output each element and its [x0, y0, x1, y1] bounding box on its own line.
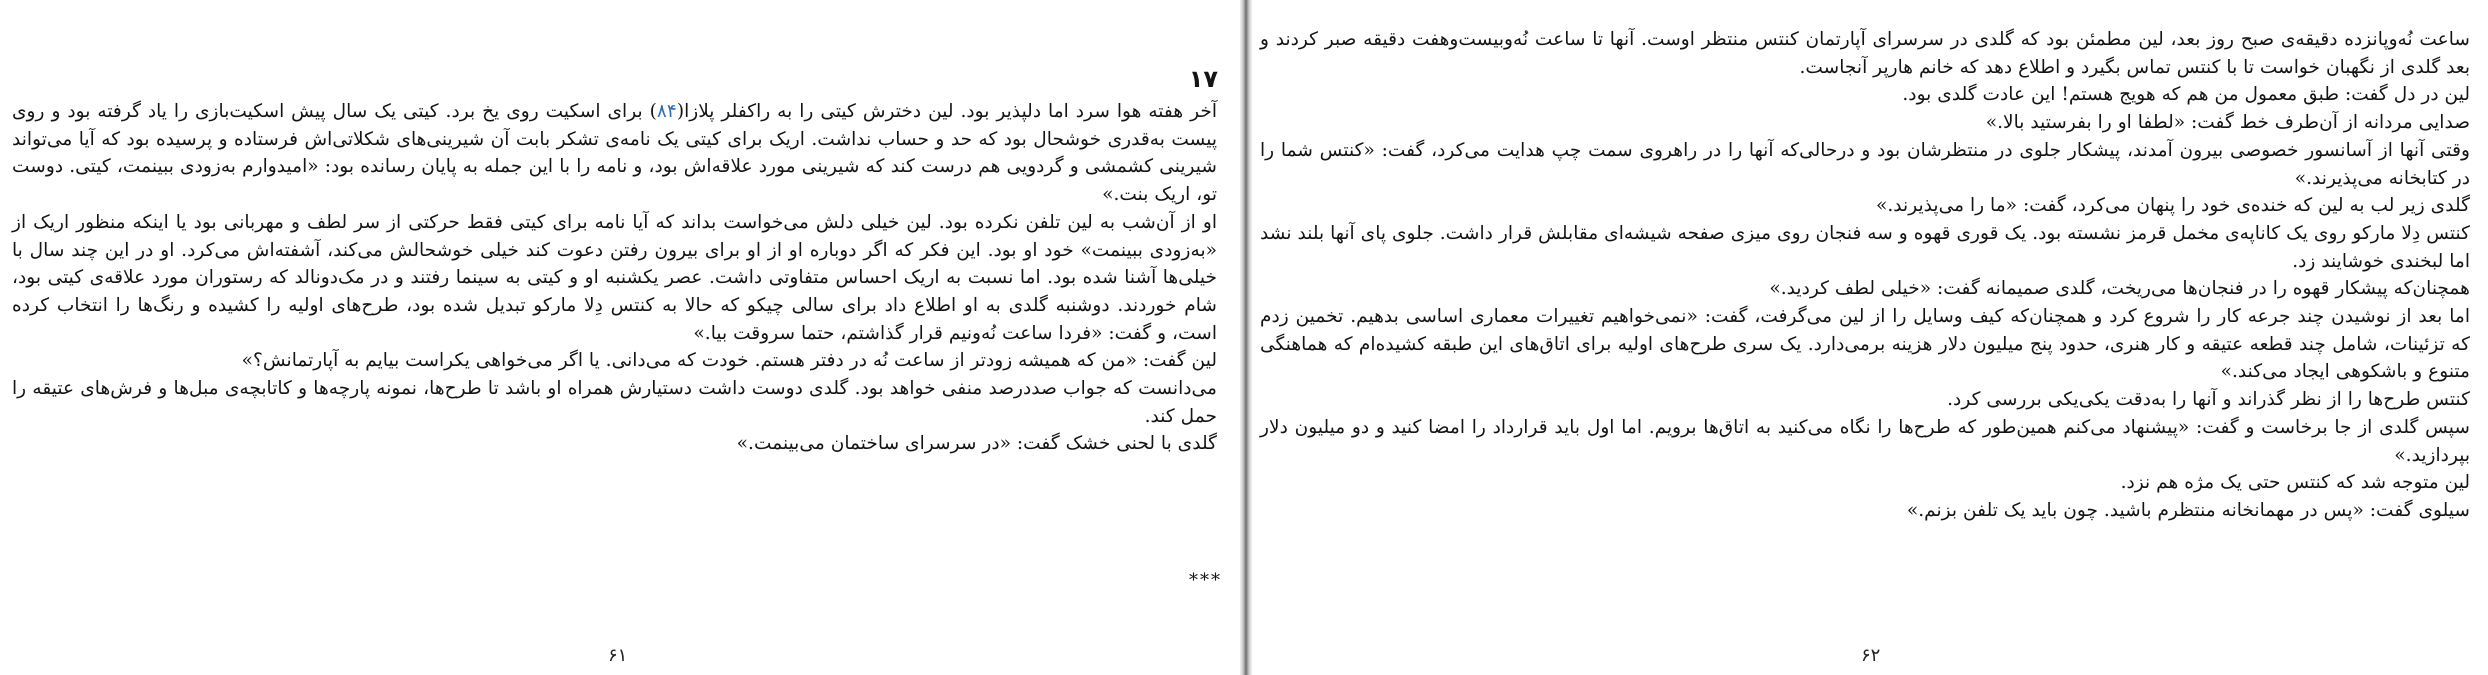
page-number: ۶۲: [1861, 645, 1881, 666]
paragraph: لین در دل گفت: طبق معمول من هم که هویج هستم! این عادت گلدی بود.: [1902, 84, 2470, 106]
left-page-body: [12, 98, 1217, 458]
footnote-reference[interactable]: ۸۴: [656, 101, 677, 122]
paragraph: لین گفت: «من که همیشه زودتر از ساعت نُه در دفتر هستم. خودت که می‌دانی. یا اگر می‌خواهی یکراست بیایم به آپارتمانش؟»: [241, 350, 1217, 372]
paragraph: گلدی زیر لب به لین که خنده‌ی خود را پنهان می‌کرد، گفت: «ما را می‌پذیرند.»: [1876, 195, 2470, 217]
paragraph: کنتس طرح‌ها را از نظر گذراند و آنها را به‌دقت یکی‌یکی بررسی کرد.: [1947, 389, 2470, 411]
paragraph: او از آن‌شب به لین تلفن نکرده بود. لین خیلی دلش می‌خواست بداند که آیا نامه برای کیتی فقط حرکتی از سر لطف و مهربانی بود یا اینکه منظور اریک از «به‌زودی ببینمت» خود او بود. این فکر که اگر دوباره او از او برای بیرون رفتن دعوت کند خیلی خوشحالش می‌کند، آشفته‌اش می‌کرد. او در این چند سال با خیلی‌ها آشنا شده بود. اما نسبت به اریک احساس متفاوتی داشت. عصر یکشنبه او و کیتی به سینما رفتند و در مک‌دونالد که رستوران مورد علاقه‌ی کیتی بود، شام خوردند. دوشنبه گلدی به او اطلاع داد برای سالی چیکو که حالا به کنتس دِلا مارکو تبدیل شده بود، طرح‌های اولیه را کشیده و رنگ‌ها را انتخاب کرده است، و گفت: «فردا ساعت نُه‌ونیم قرار گذاشتم، حتما سروقت بیا.»: [12, 211, 1217, 344]
page-number: ۶۱: [608, 645, 628, 666]
chapter-number: ۱۷: [1188, 65, 1218, 93]
paragraph: اما بعد از نوشیدن چند جرعه کار را شروع کرد و همچنان‌که کیف وسایل را از لین می‌گرفت، گفت: «نمی‌خواهیم تغییرات معماری اساسی بدهیم. تخمین زدم که تزئینات، شامل چند قطعه عتیقه و کار هنری، حدود پنج میلیون دلار هزینه برمی‌دارد. یک سری طرح‌های اولیه برای اتاق‌های این طبقه کشیده‌ام که هماهنگی متنوع و باشکوهی ایجاد می‌کند.»: [1260, 306, 2470, 383]
book-gutter: [1240, 0, 1252, 675]
paragraph: صدایی مردانه از آن‌طرف خط گفت: «لطفا او را بفرستید بالا.»: [1985, 112, 2470, 134]
paragraph: وقتی آنها از آسانسور خصوصی بیرون آمدند، پیشکار جلوی در منتظرشان بود و درحالی‌که آنها را در راهروی سمت چپ هدایت می‌کرد، گفت: «کنتس شما را در کتابخانه می‌پذیرند.»: [1260, 139, 2470, 189]
paragraph: سپس گلدی از جا برخاست و گفت: «پیشنهاد می‌کنم همین‌طور که طرح‌ها را نگاه می‌کنید به اتاق‌ها برویم. اما اول باید قرارداد را امضا کنید و دو میلیون دلار بپردازید.»: [1260, 416, 2470, 466]
right-page-body: [1260, 26, 2470, 525]
paragraph: سیلوی گفت: «پس در مهمانخانه منتظرم باشید. چون باید یک تلفن بزنم.»: [1906, 499, 2470, 521]
paragraph: آخر هفته هوا سرد اما دلپذیر بود. لین دخترش کیتی را به راکفلر پلازا(۸۴) برای اسکیت روی یخ برد. کیتی یک سال پیش اسکیت‌بازی را یاد گرفته بود و روی پیست به‌قدری خوشحال بود که حد و حساب نداشت. اریک برای کیتی یک نامه‌ی تشکر بابت آن شیرینی‌های شکلاتی‌اش فرستاده و پرسیده بود که آیا می‌تواند شیرینی کشمشی و گردویی هم درست کند که شیرینی مورد علاقه‌اش بود، و نامه را با این جمله به پایان رسانده بود: «امیدوارم به‌زودی ببینمت، کیتی. دوست تو، اریک بنت.»: [12, 101, 1217, 206]
paragraph: گلدی با لحنی خشک گفت: «در سرسرای ساختمان می‌بینمت.»: [736, 433, 1217, 455]
left-page: [0, 0, 1240, 675]
section-separator: ***: [1189, 570, 1222, 591]
paragraph: می‌دانست که جواب صددرصد منفی خواهد بود. گلدی دوست داشت دستیارش همراه او باشد تا طرح‌ها، نمونه پارچه‌ها و کاتابچه‌ی مبل‌ها و فرش‌های عتیقه را حمل کند.: [12, 378, 1217, 427]
paragraph: همچنان‌که پیشکار قهوه را در فنجان‌ها می‌ریخت، گلدی صمیمانه گفت: «خیلی لطف کردید.»: [1769, 278, 2470, 300]
paragraph: کنتس دِلا مارکو روی یک کاناپه‌ی مخمل قرمز نشسته بود. یک قوری قهوه و سه فنجان روی میزی صفحه شیشه‌ای مقابلش قرار داشت. جلوی پای آنها بلند نشد اما لبخندی خوشایند زد.: [1260, 222, 2470, 272]
paragraph: ساعت نُه‌وپانزده دقیقه‌ی صبح روز بعد، لین مطمئن بود که گلدی در سرسرای آپارتمان کنتس منتظر اوست. آنها تا ساعت نُه‌وبیست‌وهفت دقیقه صبر کردند و بعد گلدی از نگهبان خواست تا با کنتس تماس بگیرد و اطلاع دهد که خانم هارپر آنجاست.: [1260, 29, 2470, 78]
right-page: [1252, 0, 2488, 675]
paragraph: لین متوجه شد که کنتس حتی یک مژه هم نزد.: [2120, 472, 2470, 494]
